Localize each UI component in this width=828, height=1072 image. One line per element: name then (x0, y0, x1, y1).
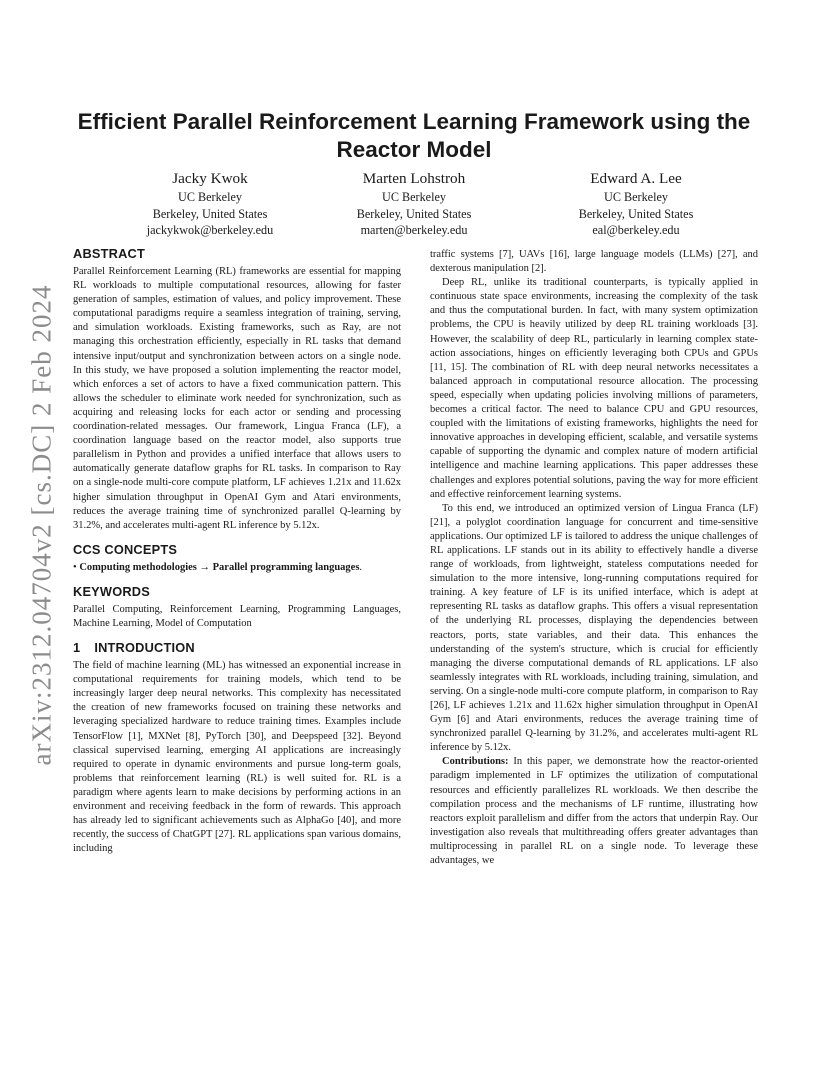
paragraph-contributions (430, 755, 758, 868)
author-block (536, 170, 736, 239)
ccs-concepts (73, 561, 401, 575)
author-affiliation: UC Berkeley (382, 190, 446, 204)
author-email: eal@berkeley.edu (592, 223, 680, 237)
author-affiliation: UC Berkeley (178, 190, 242, 204)
arxiv-side-stamp (22, 284, 62, 766)
author-name: Marten Lohstroh (362, 170, 466, 187)
ccs-bullet: • (73, 561, 77, 573)
author-location: Berkeley, United States (152, 206, 268, 221)
author-block (110, 170, 310, 239)
arxiv-identifier: arXiv:2312.04704v2 [cs.DC] 2 Feb 2024 (26, 284, 57, 766)
author-name: Jacky Kwok (172, 170, 248, 187)
ccs-heading: CCS CONCEPTS (73, 541, 178, 557)
author-email: marten@berkeley.edu (360, 223, 468, 237)
section-number: 1 (73, 640, 81, 656)
abstract-text: Parallel Reinforcement Learning (RL) frameworks are essential for mapping RL workloads to multiple computational resources, allowing for faster generation of samples, estimation of values, and policy improvement. These computational paradigms require a seamless integration of training, serving, and simulation workloads. Existing frameworks, such as Ray, are not managing this orchestration efficiently, especially in RL tasks that demand intensive input/output and synchronization between actors on a single node. In this study, we have proposed a solution implementing the reactor model, which enforces a set of actors to have a fixed communication pattern. This allows the scheduler to eliminate work needed for synchronization, such as acquiring and releasing locks for each actor or sending and processing coordination-related messages. Our framework, Lingua Franca (LF), a coordination language based on the reactor model, also supports true parallelism in Python and provides a unified interface that allows users to automatically generate dataflow graphs for RL tasks. In comparison to Ray on a single-node multi-core compute platform, LF achieves 1.21x and 11.62x higher simulation throughput in OpenAI Gym and Atari environments, reduces the average training time of synchronized parallel Q-learning by 31.2%, and accelerates multi-agent RL inference by 5.12x. (73, 266, 401, 531)
contributions-label: Contributions: (442, 756, 509, 768)
paragraph-lingua-franca: To this end, we introduced an optimized version of Lingua Franca (LF) [21], a polyglot coordination language for concurrent and time-sensitive applications. Our optimized LF is tailored to address the unique challenges of RL applications. LF stands out in its ability to effectively handle a diverse range of workloads, from lightweight, stateless computations needed for simulation to the more intensive, long-running computations required for training. A key feature of LF is its unified interface, which is adept at representing RL tasks as dataflow graphs. This offers a visual representation of the underlying RL processes, displaying the dependencies between reactors, ports, state variables, and their data. This enhances the understanding of the system's structure, which is crucial for efficiently managing the diverse computational demands of RL applications. LF also seamlessly integrates with RL workloads, including training, simulation, and serving. On a single-node multi-core compute platform, in comparison to Ray [26], LF achieves 1.21x and 11.62x higher simulation throughput in OpenAI Gym [6] and Atari environments, reduces the average training time of synchronized parallel Q-learning by 31.2%, and accelerates multi-agent RL inference by 5.12x. (430, 502, 758, 754)
right-column (430, 248, 758, 868)
paper-title: Efficient Parallel Reinforcement Learning Framework using the Reactor Model (77, 109, 751, 162)
author-name: Edward A. Lee (590, 170, 682, 187)
abstract-heading: ABSTRACT (73, 246, 145, 261)
introduction-paragraph: The field of machine learning (ML) has witnessed an exponential increase in computational requirements for training models, which tend to be increasingly larger deep neural networks. This complexity has necessitated the creation of new frameworks focused on training these networks and leveraging specialized hardware to reduce training times. Examples include TensorFlow [1], MXNet [8], PyTorch [30], and Deepspeed [32]. Beyond classical supervised learning, emerging AI applications are increasingly required to operate in dynamic environments and pursue long-term goals, problems that reinforcement learning (RL) is well suited for. RL is a paradigm where agents learn to make decisions by performing actions in an environment and receiving feedback in the form of rewards. This approach has already led to significant achievements such as AlphaGo [40], and more recently, the success of ChatGPT [27]. RL applications span various domains, including (73, 660, 401, 855)
section-title: INTRODUCTION (94, 640, 195, 656)
author-email: jackykwok@berkeley.edu (146, 223, 274, 237)
keywords-heading: KEYWORDS (73, 583, 150, 599)
contributions-text: In this paper, we demonstrate how the reactor-oriented paradigm implemented in LF optimizes the utilization of computational resources and efficiently parallelizes RL workloads. We then describe the compilation process and the mechanisms of LF runtime, illustrating how reactors exploit parallelism and differ from the actors that underpin Ray. Our investigation also reveals that multithreading offers greater advantages than multiprocessing in parallel RL on a single node. To leverage these advantages, we (430, 756, 758, 867)
keywords-text: Parallel Computing, Reinforcement Learning, Programming Languages, Machine Learning, Model of Computation (73, 603, 401, 629)
paragraph-deep-rl: Deep RL, unlike its traditional counterparts, is typically applied in continuous state space environments, increasing the complexity of the task and thus the computational burden. In fact, with many system optimization problems, the CPU is heavily utilized by deep RL training workloads [3]. However, the scalability of deep RL, particularly in learning complex state-action associations, hinges on efficiently leveraging both CPUs and GPUs [11, 15]. The combination of RL with deep neural networks necessitates a balanced approach in computational resource allocation. The processing speed, especially when updating policies involving millions of parameters, becomes a critical factor. The need to balance CPU and GPU resources, coupled with the limitations of existing frameworks, highlights the need for innovative approaches in developing efficient, scalable, and versatile systems capable of supporting the dynamic and complex nature of modern artificial intelligence and machine learning applications. This paper addresses these challenges and explores potential solutions, paving the way for more efficient and effective reinforcement learning systems. (430, 277, 758, 500)
author-block (314, 170, 514, 239)
author-location: Berkeley, United States (356, 206, 472, 221)
ccs-suffix: . (359, 561, 363, 573)
ccs-concept: Computing methodologies → Parallel programming languages (79, 561, 360, 573)
author-affiliation: UC Berkeley (604, 190, 668, 204)
left-column (73, 246, 401, 856)
introduction-heading (73, 640, 401, 655)
paragraph-continued: traffic systems [7], UAVs [16], large language models (LLMs) [27], and dexterous manipulation [2]. (430, 249, 758, 275)
author-location: Berkeley, United States (578, 206, 694, 221)
